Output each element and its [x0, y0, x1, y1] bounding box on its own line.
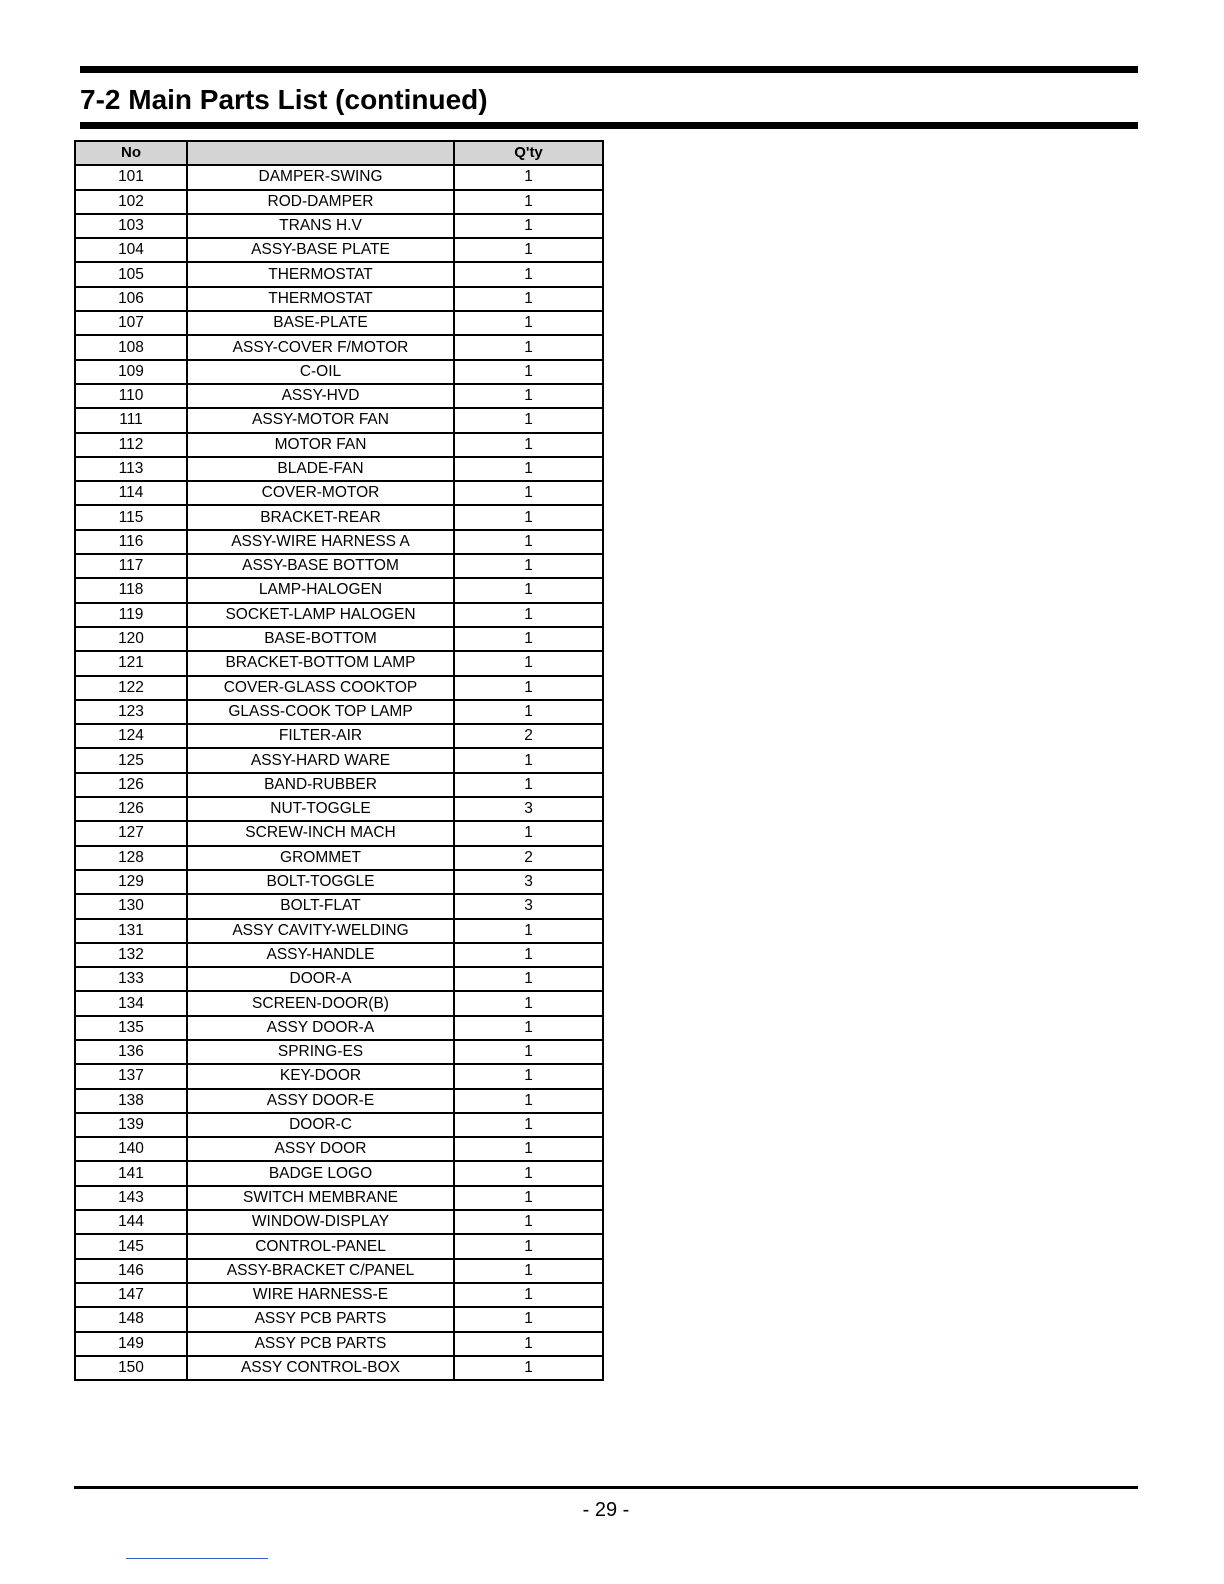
- cell-part-no: 138: [75, 1089, 187, 1113]
- table-row: [75, 1137, 603, 1161]
- cell-part-no: 104: [75, 238, 187, 262]
- cell-quantity: 1: [454, 991, 603, 1015]
- cell-part-no: 130: [75, 894, 187, 918]
- cell-part-name: ASSY DOOR-A: [187, 1016, 454, 1040]
- cell-part-name: FILTER-AIR: [187, 724, 454, 748]
- cell-quantity: 1: [454, 700, 603, 724]
- table-row: [75, 554, 603, 578]
- cell-part-name: ASSY-BRACKET C/PANEL: [187, 1259, 454, 1283]
- table-row: [75, 1064, 603, 1088]
- cell-part-no: 126: [75, 773, 187, 797]
- table-row: [75, 190, 603, 214]
- cell-quantity: 1: [454, 1089, 603, 1113]
- table-row: [75, 457, 603, 481]
- cell-part-name: ASSY PCB PARTS: [187, 1307, 454, 1331]
- column-header-name: [187, 141, 454, 165]
- cell-quantity: 1: [454, 1210, 603, 1234]
- cell-part-no: 135: [75, 1016, 187, 1040]
- table-row: [75, 797, 603, 821]
- cell-part-name: ASSY-HANDLE: [187, 943, 454, 967]
- cell-quantity: 1: [454, 1016, 603, 1040]
- cell-part-name: ASSY-HARD WARE: [187, 748, 454, 772]
- table-body: [75, 165, 603, 1380]
- cell-quantity: 1: [454, 1186, 603, 1210]
- cell-part-name: WIRE HARNESS-E: [187, 1283, 454, 1307]
- cell-part-no: 127: [75, 821, 187, 845]
- cell-part-name: SCREEN-DOOR(B): [187, 991, 454, 1015]
- table-row: [75, 773, 603, 797]
- cell-part-name: GLASS-COOK TOP LAMP: [187, 700, 454, 724]
- cell-part-no: 121: [75, 651, 187, 675]
- table-header-row: [75, 141, 603, 165]
- cell-part-no: 133: [75, 967, 187, 991]
- cell-part-no: 124: [75, 724, 187, 748]
- cell-part-name: SWITCH MEMBRANE: [187, 1186, 454, 1210]
- cell-part-name: BOLT-TOGGLE: [187, 870, 454, 894]
- cell-part-name: SOCKET-LAMP HALOGEN: [187, 603, 454, 627]
- cell-part-name: COVER-GLASS COOKTOP: [187, 676, 454, 700]
- table-row: [75, 724, 603, 748]
- cell-quantity: 1: [454, 1113, 603, 1137]
- cell-part-name: NUT-TOGGLE: [187, 797, 454, 821]
- cell-quantity: 1: [454, 384, 603, 408]
- cell-part-no: 117: [75, 554, 187, 578]
- cell-part-name: BLADE-FAN: [187, 457, 454, 481]
- table-row: [75, 1259, 603, 1283]
- table-header: [75, 141, 603, 165]
- cell-part-no: 116: [75, 530, 187, 554]
- cell-quantity: 1: [454, 190, 603, 214]
- table-row: [75, 1210, 603, 1234]
- cell-quantity: 1: [454, 481, 603, 505]
- cell-part-no: 131: [75, 919, 187, 943]
- cell-part-no: 101: [75, 165, 187, 189]
- cell-part-name: ASSY DOOR-E: [187, 1089, 454, 1113]
- cell-quantity: 2: [454, 724, 603, 748]
- cell-quantity: 1: [454, 530, 603, 554]
- table-row: [75, 870, 603, 894]
- table-row: [75, 530, 603, 554]
- cell-part-name: BRACKET-REAR: [187, 505, 454, 529]
- table-row: [75, 700, 603, 724]
- cell-part-name: THERMOSTAT: [187, 262, 454, 286]
- cell-quantity: 1: [454, 943, 603, 967]
- cell-quantity: 1: [454, 603, 603, 627]
- table-row: [75, 1113, 603, 1137]
- cell-part-name: THERMOSTAT: [187, 287, 454, 311]
- cell-part-name: C-OIL: [187, 360, 454, 384]
- cell-part-name: GROMMET: [187, 846, 454, 870]
- cell-quantity: 1: [454, 238, 603, 262]
- cell-part-name: CONTROL-PANEL: [187, 1234, 454, 1258]
- cell-part-name: DAMPER-SWING: [187, 165, 454, 189]
- table-row: [75, 335, 603, 359]
- cell-quantity: 1: [454, 1332, 603, 1356]
- cell-part-no: 105: [75, 262, 187, 286]
- table-row: [75, 1307, 603, 1331]
- table-row: [75, 748, 603, 772]
- cell-part-no: 132: [75, 943, 187, 967]
- page-title: 7-2 Main Parts List (continued): [80, 84, 488, 115]
- cell-part-name: BOLT-FLAT: [187, 894, 454, 918]
- cell-part-name: BRACKET-BOTTOM LAMP: [187, 651, 454, 675]
- title-underline-rule: [80, 122, 1138, 129]
- cell-quantity: 1: [454, 360, 603, 384]
- table-row: [75, 408, 603, 432]
- table-row: [75, 603, 603, 627]
- table-row: [75, 967, 603, 991]
- cell-part-name: ASSY-BASE BOTTOM: [187, 554, 454, 578]
- cell-quantity: 2: [454, 846, 603, 870]
- cell-quantity: 1: [454, 627, 603, 651]
- table-row: [75, 1089, 603, 1113]
- cell-part-name: ROD-DAMPER: [187, 190, 454, 214]
- cell-quantity: 1: [454, 919, 603, 943]
- cell-part-no: 139: [75, 1113, 187, 1137]
- table-row: [75, 1332, 603, 1356]
- cell-part-no: 109: [75, 360, 187, 384]
- cell-quantity: 1: [454, 287, 603, 311]
- cell-part-no: 119: [75, 603, 187, 627]
- cell-quantity: 1: [454, 335, 603, 359]
- cell-quantity: 1: [454, 214, 603, 238]
- table-row: [75, 894, 603, 918]
- cell-part-no: 122: [75, 676, 187, 700]
- cell-quantity: 1: [454, 748, 603, 772]
- column-header-no: No: [75, 141, 187, 165]
- cell-part-name: ASSY CONTROL-BOX: [187, 1356, 454, 1380]
- table-row: [75, 1161, 603, 1185]
- cell-part-no: 125: [75, 748, 187, 772]
- cell-quantity: 1: [454, 262, 603, 286]
- cell-part-no: 112: [75, 433, 187, 457]
- cell-part-no: 128: [75, 846, 187, 870]
- cell-quantity: 1: [454, 1356, 603, 1380]
- cell-part-no: 148: [75, 1307, 187, 1331]
- cell-quantity: 1: [454, 1307, 603, 1331]
- cell-part-no: 120: [75, 627, 187, 651]
- cell-part-no: 114: [75, 481, 187, 505]
- cell-part-name: ASSY-MOTOR FAN: [187, 408, 454, 432]
- table-row: [75, 1234, 603, 1258]
- cell-quantity: 1: [454, 165, 603, 189]
- cell-quantity: 1: [454, 578, 603, 602]
- cell-part-no: 150: [75, 1356, 187, 1380]
- cell-part-name: KEY-DOOR: [187, 1064, 454, 1088]
- cell-part-no: 102: [75, 190, 187, 214]
- page-number: - 29 -: [582, 1499, 630, 1521]
- table-row: [75, 578, 603, 602]
- table-row: [75, 505, 603, 529]
- cell-quantity: 1: [454, 651, 603, 675]
- table-row: [75, 287, 603, 311]
- cell-part-name: ASSY CAVITY-WELDING: [187, 919, 454, 943]
- cell-quantity: 1: [454, 967, 603, 991]
- cell-part-no: 145: [75, 1234, 187, 1258]
- cell-part-name: BADGE LOGO: [187, 1161, 454, 1185]
- cell-part-no: 107: [75, 311, 187, 335]
- table-row: [75, 238, 603, 262]
- table-row: [75, 821, 603, 845]
- cell-part-name: MOTOR FAN: [187, 433, 454, 457]
- table-row: [75, 433, 603, 457]
- table-row: [75, 991, 603, 1015]
- cell-quantity: 1: [454, 554, 603, 578]
- cell-part-no: 149: [75, 1332, 187, 1356]
- cell-part-name: DOOR-C: [187, 1113, 454, 1137]
- cell-part-name: TRANS H.V: [187, 214, 454, 238]
- cell-part-name: COVER-MOTOR: [187, 481, 454, 505]
- cell-quantity: 1: [454, 1283, 603, 1307]
- cell-quantity: 3: [454, 797, 603, 821]
- column-header-qty: Q'ty: [454, 141, 603, 165]
- cell-part-no: 147: [75, 1283, 187, 1307]
- cell-part-name: ASSY-WIRE HARNESS A: [187, 530, 454, 554]
- parts-table: [74, 140, 604, 1381]
- cell-part-name: BASE-BOTTOM: [187, 627, 454, 651]
- table-row: [75, 943, 603, 967]
- table-row: [75, 214, 603, 238]
- cell-quantity: 1: [454, 1137, 603, 1161]
- cell-part-no: 137: [75, 1064, 187, 1088]
- cell-part-no: 141: [75, 1161, 187, 1185]
- table-row: [75, 165, 603, 189]
- cell-quantity: 1: [454, 821, 603, 845]
- cell-part-no: 129: [75, 870, 187, 894]
- cell-quantity: 1: [454, 505, 603, 529]
- cell-part-no: 118: [75, 578, 187, 602]
- table-row: [75, 919, 603, 943]
- table-row: [75, 627, 603, 651]
- footer-link-underline: [126, 1558, 268, 1559]
- cell-part-no: 146: [75, 1259, 187, 1283]
- cell-part-no: 106: [75, 287, 187, 311]
- table-row: [75, 262, 603, 286]
- cell-part-no: 134: [75, 991, 187, 1015]
- cell-quantity: 1: [454, 1064, 603, 1088]
- cell-part-no: 144: [75, 1210, 187, 1234]
- table-row: [75, 846, 603, 870]
- cell-part-no: 103: [75, 214, 187, 238]
- table-row: [75, 1016, 603, 1040]
- table-row: [75, 1186, 603, 1210]
- top-rule: [80, 66, 1138, 73]
- cell-quantity: 1: [454, 1040, 603, 1064]
- cell-part-no: 123: [75, 700, 187, 724]
- cell-quantity: 1: [454, 1161, 603, 1185]
- cell-quantity: 1: [454, 311, 603, 335]
- cell-quantity: 3: [454, 870, 603, 894]
- cell-part-no: 113: [75, 457, 187, 481]
- cell-part-name: ASSY PCB PARTS: [187, 1332, 454, 1356]
- table-row: [75, 311, 603, 335]
- cell-quantity: 1: [454, 676, 603, 700]
- cell-quantity: 1: [454, 433, 603, 457]
- cell-part-name: ASSY-BASE PLATE: [187, 238, 454, 262]
- cell-part-name: SCREW-INCH MACH: [187, 821, 454, 845]
- table-row: [75, 651, 603, 675]
- cell-part-no: 108: [75, 335, 187, 359]
- footer-rule: [74, 1486, 1138, 1489]
- cell-part-no: 115: [75, 505, 187, 529]
- table-row: [75, 1283, 603, 1307]
- cell-part-no: 126: [75, 797, 187, 821]
- cell-part-name: LAMP-HALOGEN: [187, 578, 454, 602]
- cell-part-no: 111: [75, 408, 187, 432]
- cell-part-no: 136: [75, 1040, 187, 1064]
- cell-part-no: 110: [75, 384, 187, 408]
- cell-quantity: 1: [454, 1259, 603, 1283]
- table-row: [75, 360, 603, 384]
- cell-part-name: WINDOW-DISPLAY: [187, 1210, 454, 1234]
- cell-part-name: SPRING-ES: [187, 1040, 454, 1064]
- table-row: [75, 1040, 603, 1064]
- table-row: [75, 1356, 603, 1380]
- table-row: [75, 384, 603, 408]
- cell-part-name: BAND-RUBBER: [187, 773, 454, 797]
- cell-part-no: 143: [75, 1186, 187, 1210]
- cell-part-no: 140: [75, 1137, 187, 1161]
- table-row: [75, 676, 603, 700]
- cell-part-name: ASSY-COVER F/MOTOR: [187, 335, 454, 359]
- cell-quantity: 1: [454, 457, 603, 481]
- cell-part-name: DOOR-A: [187, 967, 454, 991]
- cell-part-name: BASE-PLATE: [187, 311, 454, 335]
- cell-part-name: ASSY-HVD: [187, 384, 454, 408]
- table-row: [75, 481, 603, 505]
- cell-quantity: 3: [454, 894, 603, 918]
- cell-quantity: 1: [454, 773, 603, 797]
- cell-quantity: 1: [454, 1234, 603, 1258]
- cell-quantity: 1: [454, 408, 603, 432]
- cell-part-name: ASSY DOOR: [187, 1137, 454, 1161]
